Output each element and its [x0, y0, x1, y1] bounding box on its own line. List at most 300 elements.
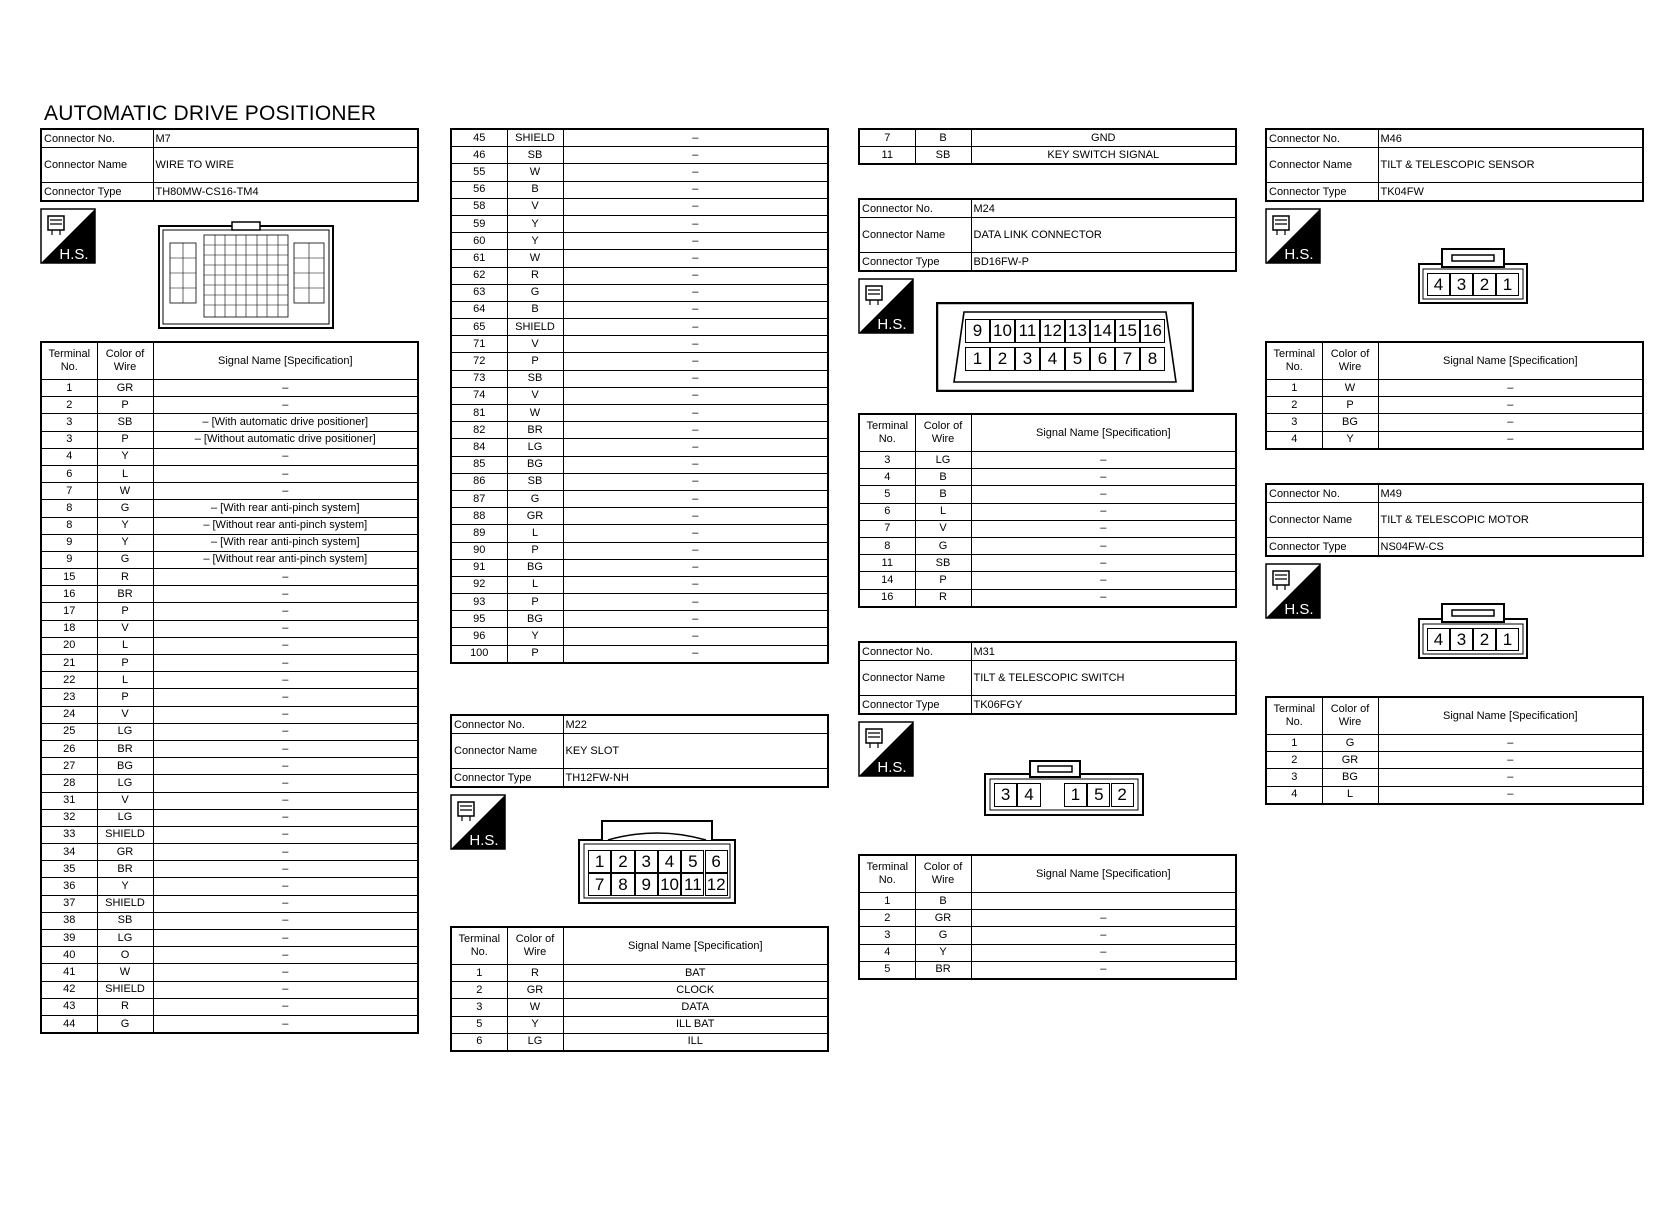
table-row — [41, 740, 418, 757]
signal-name-cell: – — [563, 336, 828, 353]
label-connector-name: Connector Name — [451, 734, 563, 769]
connector-pin: 6 — [1090, 347, 1115, 371]
terminal-no-cell: 44 — [41, 1015, 97, 1033]
table-row — [451, 473, 828, 490]
table-row — [451, 370, 828, 387]
table-row — [859, 486, 1236, 503]
signal-name-cell: – — [153, 792, 418, 809]
wire-color-cell: L — [1322, 786, 1378, 804]
wire-color-cell: Y — [507, 233, 563, 250]
label-connector-name: Connector Name — [859, 661, 971, 696]
table-row — [451, 405, 828, 422]
m49-connector-diagram — [1418, 603, 1528, 659]
terminal-no-cell: 16 — [859, 589, 915, 607]
header-signal-name: Signal Name [Specification] — [563, 927, 828, 965]
table-row — [41, 431, 418, 448]
connector-pin: 4 — [1040, 347, 1065, 371]
wire-color-cell: BR — [97, 586, 153, 603]
terminal-no-cell: 3 — [1266, 414, 1322, 431]
table-row — [451, 490, 828, 507]
wire-color-cell: W — [507, 250, 563, 267]
terminal-no-cell: 4 — [41, 448, 97, 465]
label-connector-name: Connector Name — [41, 148, 153, 183]
signal-name-cell: – — [971, 961, 1236, 979]
connector-pin: 2 — [990, 347, 1015, 371]
header-signal-name: Signal Name [Specification] — [153, 342, 418, 380]
table-row — [1266, 769, 1643, 786]
m24-connector-diagram — [936, 302, 1194, 392]
signal-name-cell: – — [563, 147, 828, 164]
terminal-no-cell: 3 — [859, 452, 915, 469]
m7-connector-type: TH80MW-CS16-TM4 — [153, 183, 418, 202]
table-row — [41, 569, 418, 586]
table-row — [41, 895, 418, 912]
m7-connector-name: WIRE TO WIRE — [153, 148, 418, 183]
signal-name-cell: GND — [971, 129, 1236, 147]
table-row — [41, 1015, 418, 1033]
wire-color-cell: V — [97, 792, 153, 809]
terminal-no-cell: 60 — [451, 233, 507, 250]
wire-color-cell: L — [97, 637, 153, 654]
table-row — [41, 414, 418, 431]
table-row — [41, 551, 418, 568]
wire-color-cell: B — [915, 486, 971, 503]
terminal-no-cell: 7 — [859, 520, 915, 537]
signal-name-cell: – — [563, 215, 828, 232]
m22-pin-table — [450, 926, 829, 1052]
header-color-of-wire: Color of Wire — [507, 927, 563, 965]
signal-name-cell: – — [153, 689, 418, 706]
wire-color-cell: G — [915, 537, 971, 554]
wire-color-cell: SB — [507, 147, 563, 164]
table-row — [451, 508, 828, 525]
terminal-no-cell: 21 — [41, 655, 97, 672]
signal-name-cell: – — [153, 964, 418, 981]
signal-name-cell: – — [153, 706, 418, 723]
table-row — [41, 758, 418, 775]
terminal-no-cell: 22 — [41, 672, 97, 689]
wire-color-cell: R — [507, 965, 563, 982]
table-row — [1266, 786, 1643, 804]
m46-connector-type: TK04FW — [1378, 183, 1643, 202]
terminal-no-cell: 23 — [41, 689, 97, 706]
table-row — [859, 129, 1236, 147]
table-row — [451, 250, 828, 267]
signal-name-cell: – — [153, 809, 418, 826]
signal-name-cell: – — [563, 129, 828, 147]
table-row — [41, 792, 418, 809]
m24-pin-table — [858, 413, 1237, 608]
wire-color-cell: BR — [915, 961, 971, 979]
terminal-no-cell: 15 — [41, 569, 97, 586]
wire-color-cell: SHIELD — [507, 129, 563, 147]
wire-color-cell: SHIELD — [97, 895, 153, 912]
terminal-no-cell: 31 — [41, 792, 97, 809]
signal-name-cell: – — [1378, 786, 1643, 804]
header-color-of-wire: Color of Wire — [915, 855, 971, 893]
terminal-no-cell: 8 — [41, 500, 97, 517]
m46-pin-table — [1265, 341, 1644, 450]
connector-pin: 3 — [994, 783, 1017, 807]
terminal-no-cell: 65 — [451, 319, 507, 336]
signal-name-cell: – [With rear anti-pinch system] — [153, 500, 418, 517]
header-signal-name: Signal Name [Specification] — [1378, 342, 1643, 380]
m31-connector-name: TILT & TELESCOPIC SWITCH — [971, 661, 1236, 696]
connector-pin: 1 — [1496, 628, 1519, 651]
wire-color-cell: LG — [915, 452, 971, 469]
table-row — [41, 981, 418, 998]
header-signal-name: Signal Name [Specification] — [971, 855, 1236, 893]
label-connector-type: Connector Type — [41, 183, 153, 202]
signal-name-cell: – — [153, 620, 418, 637]
terminal-no-cell: 5 — [859, 486, 915, 503]
hs-icon — [450, 794, 506, 850]
wire-color-cell: LG — [97, 723, 153, 740]
table-row — [451, 594, 828, 611]
terminal-no-cell: 2 — [41, 397, 97, 414]
wire-color-cell: R — [97, 998, 153, 1015]
connector-pin: 5 — [1087, 783, 1110, 807]
table-row — [451, 284, 828, 301]
wire-color-cell: V — [507, 336, 563, 353]
header-signal-name: Signal Name [Specification] — [971, 414, 1236, 452]
table-row — [859, 961, 1236, 979]
connector-pin: 5 — [1065, 347, 1090, 371]
table-row — [1266, 431, 1643, 449]
wire-color-cell: P — [507, 353, 563, 370]
connector-pin: 15 — [1115, 319, 1140, 343]
m24-connector-type: BD16FW-P — [971, 253, 1236, 272]
m24-connector-no: M24 — [971, 199, 1236, 218]
wire-color-cell: SB — [97, 912, 153, 929]
m46-info-block — [1265, 128, 1644, 202]
terminal-no-cell: 3 — [451, 999, 507, 1016]
signal-name-cell: – — [563, 370, 828, 387]
signal-name-cell: – — [971, 589, 1236, 607]
wire-color-cell: Y — [97, 878, 153, 895]
wire-color-cell: W — [507, 405, 563, 422]
connector-pin: 7 — [588, 873, 611, 896]
terminal-no-cell: 4 — [859, 469, 915, 486]
signal-name-cell — [971, 893, 1236, 910]
header-terminal-no: Terminal No. — [859, 855, 915, 893]
terminal-no-cell: 58 — [451, 198, 507, 215]
terminal-no-cell: 4 — [1266, 431, 1322, 449]
table-row — [451, 319, 828, 336]
signal-name-cell: – — [153, 397, 418, 414]
table-row — [1266, 380, 1643, 397]
m24-info-block — [858, 198, 1237, 272]
table-row — [41, 912, 418, 929]
m24-connector-name: DATA LINK CONNECTOR — [971, 218, 1236, 253]
signal-name-cell: – — [153, 947, 418, 964]
m7-connector-diagram — [158, 221, 334, 330]
signal-name-cell: – — [153, 878, 418, 895]
wire-color-cell: BR — [97, 740, 153, 757]
table-row — [41, 500, 418, 517]
terminal-no-cell: 24 — [41, 706, 97, 723]
signal-name-cell: – — [563, 439, 828, 456]
connector-pin: 4 — [658, 850, 681, 873]
m7-info-block — [40, 128, 419, 202]
svg-text:H.S.: H.S. — [877, 759, 907, 776]
signal-name-cell: – — [153, 930, 418, 947]
table-row — [41, 603, 418, 620]
wire-color-cell: SHIELD — [97, 981, 153, 998]
wire-color-cell: B — [915, 129, 971, 147]
signal-name-cell: – [With rear anti-pinch system] — [153, 534, 418, 551]
signal-name-cell: – — [563, 611, 828, 628]
terminal-no-cell: 4 — [1266, 786, 1322, 804]
terminal-no-cell: 11 — [859, 555, 915, 572]
header-terminal-no: Terminal No. — [41, 342, 97, 380]
signal-name-cell: – — [563, 181, 828, 198]
table-row — [451, 1033, 828, 1051]
wire-color-cell: R — [97, 569, 153, 586]
signal-name-cell: – — [563, 405, 828, 422]
wire-color-cell: GR — [1322, 752, 1378, 769]
terminal-no-cell: 2 — [1266, 752, 1322, 769]
wire-color-cell: G — [507, 490, 563, 507]
terminal-no-cell: 84 — [451, 439, 507, 456]
connector-pin: 12 — [705, 873, 728, 896]
m49-connector-type: NS04FW-CS — [1378, 538, 1643, 557]
connector-pin: 13 — [1065, 319, 1090, 343]
signal-name-cell: – — [563, 353, 828, 370]
m49-connector-name: TILT & TELESCOPIC MOTOR — [1378, 503, 1643, 538]
signal-name-cell: – — [1378, 769, 1643, 786]
svg-text:H.S.: H.S. — [469, 832, 499, 849]
signal-name-cell: – — [153, 637, 418, 654]
terminal-no-cell: 72 — [451, 353, 507, 370]
terminal-no-cell: 5 — [859, 961, 915, 979]
label-connector-type: Connector Type — [859, 696, 971, 715]
signal-name-cell: – — [971, 503, 1236, 520]
table-row — [41, 672, 418, 689]
wire-color-cell: Y — [915, 944, 971, 961]
terminal-no-cell: 25 — [41, 723, 97, 740]
terminal-no-cell: 82 — [451, 422, 507, 439]
table-row — [41, 655, 418, 672]
table-row — [41, 826, 418, 843]
table-row — [41, 844, 418, 861]
terminal-no-cell: 27 — [41, 758, 97, 775]
terminal-no-cell: 35 — [41, 861, 97, 878]
table-row — [41, 380, 418, 397]
table-row — [451, 982, 828, 999]
header-color-of-wire: Color of Wire — [97, 342, 153, 380]
signal-name-cell: – — [563, 284, 828, 301]
signal-name-cell: – — [153, 483, 418, 500]
terminal-no-cell: 96 — [451, 628, 507, 645]
terminal-no-cell: 38 — [41, 912, 97, 929]
table-row — [451, 422, 828, 439]
connector-pin: 11 — [681, 873, 704, 896]
table-row — [451, 999, 828, 1016]
connector-pin: 3 — [635, 850, 658, 873]
table-row — [451, 233, 828, 250]
signal-name-cell: – — [563, 559, 828, 576]
header-color-of-wire: Color of Wire — [1322, 697, 1378, 735]
signal-name-cell: – — [563, 233, 828, 250]
signal-name-cell: – — [563, 301, 828, 318]
signal-name-cell: – — [971, 452, 1236, 469]
wire-color-cell: B — [507, 181, 563, 198]
label-connector-no: Connector No. — [1266, 484, 1378, 503]
svg-text:H.S.: H.S. — [1284, 246, 1314, 263]
wire-color-cell: Y — [1322, 431, 1378, 449]
signal-name-cell: – — [1378, 380, 1643, 397]
table-row — [859, 944, 1236, 961]
hs-icon — [1265, 208, 1321, 264]
wire-color-cell: V — [97, 620, 153, 637]
table-row — [1266, 752, 1643, 769]
connector-pin: 2 — [1473, 273, 1496, 296]
wire-color-cell: V — [915, 520, 971, 537]
wire-color-cell: BG — [97, 758, 153, 775]
signal-name-cell: – — [563, 645, 828, 663]
table-row — [859, 469, 1236, 486]
header-terminal-no: Terminal No. — [859, 414, 915, 452]
table-row — [451, 456, 828, 473]
wire-color-cell: GR — [507, 508, 563, 525]
m31-pin-table — [858, 854, 1237, 980]
table-row — [859, 503, 1236, 520]
table-row — [41, 723, 418, 740]
signal-name-cell: – — [153, 826, 418, 843]
table-row — [451, 198, 828, 215]
wire-color-cell: SB — [915, 147, 971, 165]
signal-name-cell: – — [153, 998, 418, 1015]
signal-name-cell: – — [153, 655, 418, 672]
table-row — [451, 628, 828, 645]
connector-pin: 10 — [990, 319, 1015, 343]
terminal-no-cell: 1 — [859, 893, 915, 910]
signal-name-cell: BAT — [563, 965, 828, 982]
terminal-no-cell: 92 — [451, 576, 507, 593]
signal-name-cell: – — [563, 628, 828, 645]
signal-name-cell: – — [1378, 414, 1643, 431]
terminal-no-cell: 63 — [451, 284, 507, 301]
connector-pin: 1 — [965, 347, 990, 371]
wire-color-cell: L — [915, 503, 971, 520]
table-row — [451, 301, 828, 318]
table-row — [41, 930, 418, 947]
label-connector-name: Connector Name — [1266, 148, 1378, 183]
m49-info-block — [1265, 483, 1644, 557]
signal-name-cell: – — [971, 486, 1236, 503]
terminal-no-cell: 5 — [451, 1016, 507, 1033]
wire-color-cell: BG — [507, 456, 563, 473]
signal-name-cell: – — [153, 775, 418, 792]
label-connector-no: Connector No. — [859, 199, 971, 218]
table-row — [1266, 414, 1643, 431]
header-color-of-wire: Color of Wire — [1322, 342, 1378, 380]
wire-color-cell: G — [97, 500, 153, 517]
wire-color-cell: P — [1322, 397, 1378, 414]
wire-color-cell: BG — [1322, 769, 1378, 786]
wire-color-cell: G — [97, 1015, 153, 1033]
table-row — [41, 861, 418, 878]
connector-pin: 16 — [1140, 319, 1165, 343]
svg-text:H.S.: H.S. — [59, 246, 89, 263]
connector-pin: 12 — [1040, 319, 1065, 343]
header-terminal-no: Terminal No. — [1266, 697, 1322, 735]
terminal-no-cell: 74 — [451, 387, 507, 404]
m31-connector-no: M31 — [971, 642, 1236, 661]
wire-color-cell: P — [97, 397, 153, 414]
terminal-no-cell: 39 — [41, 930, 97, 947]
signal-name-cell: – — [971, 927, 1236, 944]
wire-color-cell: R — [507, 267, 563, 284]
table-row — [41, 689, 418, 706]
table-row — [41, 809, 418, 826]
wire-color-cell: P — [507, 542, 563, 559]
wire-color-cell: W — [507, 164, 563, 181]
signal-name-cell: – — [153, 586, 418, 603]
label-connector-no: Connector No. — [1266, 129, 1378, 148]
table-row — [41, 517, 418, 534]
signal-name-cell: – — [971, 555, 1236, 572]
m31-connector-type: TK06FGY — [971, 696, 1236, 715]
wire-color-cell: LG — [507, 439, 563, 456]
signal-name-cell: – — [563, 456, 828, 473]
wire-color-cell: BG — [1322, 414, 1378, 431]
hs-icon — [858, 278, 914, 334]
m49-connector-no: M49 — [1378, 484, 1643, 503]
m7-connector-no: M7 — [153, 129, 418, 148]
connector-pin: 2 — [1111, 783, 1134, 807]
signal-name-cell: – — [153, 569, 418, 586]
table-row — [859, 147, 1236, 165]
terminal-no-cell: 81 — [451, 405, 507, 422]
terminal-no-cell: 90 — [451, 542, 507, 559]
connector-pin: 4 — [1427, 628, 1450, 651]
page-title: AUTOMATIC DRIVE POSITIONER — [44, 102, 377, 125]
terminal-no-cell: 85 — [451, 456, 507, 473]
terminal-no-cell: 87 — [451, 490, 507, 507]
signal-name-cell: – — [563, 164, 828, 181]
header-color-of-wire: Color of Wire — [915, 414, 971, 452]
label-connector-name: Connector Name — [1266, 503, 1378, 538]
table-row — [41, 878, 418, 895]
terminal-no-cell: 86 — [451, 473, 507, 490]
signal-name-cell: – — [153, 723, 418, 740]
wire-color-cell: Y — [507, 1016, 563, 1033]
table-row — [859, 537, 1236, 554]
terminal-no-cell: 7 — [859, 129, 915, 147]
table-row — [41, 465, 418, 482]
wire-color-cell: SB — [507, 473, 563, 490]
terminal-no-cell: 20 — [41, 637, 97, 654]
terminal-no-cell: 73 — [451, 370, 507, 387]
table-row — [41, 998, 418, 1015]
terminal-no-cell: 40 — [41, 947, 97, 964]
signal-name-cell: – — [563, 473, 828, 490]
terminal-no-cell: 3 — [41, 414, 97, 431]
terminal-no-cell: 71 — [451, 336, 507, 353]
wire-color-cell: W — [97, 964, 153, 981]
wire-color-cell: BG — [507, 611, 563, 628]
connector-pin: 1 — [588, 850, 611, 873]
wire-color-cell: P — [97, 603, 153, 620]
wire-color-cell: GR — [507, 982, 563, 999]
table-row — [41, 483, 418, 500]
m31-info-block — [858, 641, 1237, 715]
label-connector-name: Connector Name — [859, 218, 971, 253]
wire-color-cell: P — [97, 655, 153, 672]
table-row — [859, 555, 1236, 572]
